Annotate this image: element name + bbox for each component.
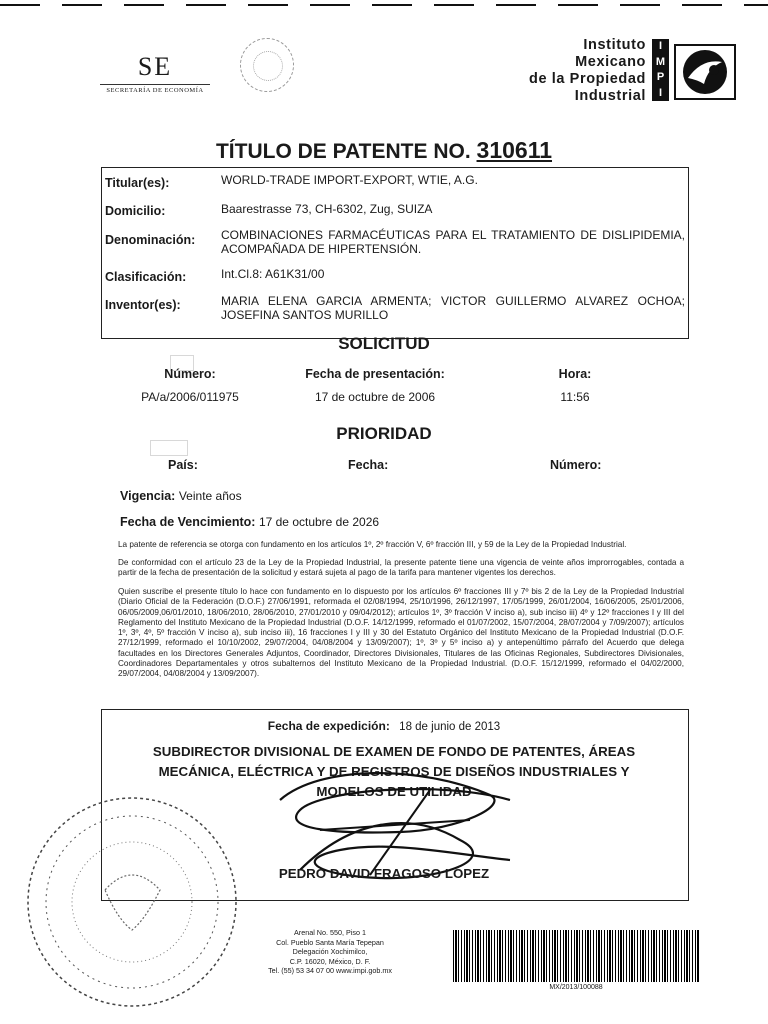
impi-letter-bar <box>652 39 669 101</box>
signer-title-line-2: MECÁNICA, ELÉCTRICA Y DE REGISTROS DE DISEÑOS INDUSTRIALES Y <box>158 764 630 779</box>
solicitud-heading: SOLICITUD <box>338 334 430 353</box>
legal-paragraph-1: La patente de referencia se otorga con fundamento en los artículos 1º, 2º fracción V, 6º fracción III, y 59 de la Ley de la Propiedad Industrial. <box>118 540 627 549</box>
title-prefix: TÍTULO DE PATENTE NO. <box>215 140 471 163</box>
national-seal-icon <box>240 38 294 92</box>
hora-value: 11:56 <box>560 390 590 404</box>
inventores-value: MARIA ELENA GARCIA ARMENTA; VICTOR GUILLERMO ALVAREZ OCHOA; JOSEFINA SANTOS MURILLO <box>221 294 685 322</box>
denominacion-value: COMBINACIONES FARMACÉUTICAS PARA EL TRATAMIENTO DE DISLIPIDEMIA, ACOMPAÑADA DE HIPERTENSIÓN. <box>221 228 685 256</box>
vigencia-label: Vigencia: <box>120 489 176 503</box>
address-line-2: Col. Pueblo Santa María Tepepan <box>276 937 384 947</box>
barcode <box>453 930 699 982</box>
top-border-dashes <box>0 4 768 6</box>
address-line-3: Delegación Xochimilco, <box>292 947 368 957</box>
domicilio-value: Baarestrasse 73, CH-6302, Zug, SUIZA <box>221 202 433 216</box>
domicilio-label: Domicilio: <box>105 204 166 218</box>
expedicion-line <box>0 719 768 733</box>
se-logo-rule <box>100 84 210 85</box>
se-logo <box>100 52 210 94</box>
solicitud-numero-label: Número: <box>164 367 216 381</box>
denominacion-label: Denominación: <box>105 233 196 247</box>
vigencia-line <box>120 489 242 503</box>
legal-paragraph-3: Quien suscribe el presente título lo hace con fundamento en lo dispuesto por los artículos 6º fracciones III y 7º bis 2 de la Ley de la Propiedad Industrial (Diario Oficial de la Federación (D.O.F.) 27/06/1991, reformada el 02/08/1994, 25/10/1996, 26/12/1997, 17/05/1999, 26/01/2004, 16/06/2005, 25/01/2006, 06/05/2009,06/01/2010, 18/06/2010, 28/06/2010, 27/01/2010 y 09/04/2012); artículos 1º, 3º fracción V inciso a), sub inciso iii) 4º y 12º fracciones I y III del Reglamento del Instituto Mexicano de la Propiedad Industrial (D.O.F. 14/12/1999, reformado el 01/07/2002, 15/07/2004, 28/07/2004 y 7/09/2007); artículos 1º, 3º, 4º, 5º fracción V inciso a), sub inciso iii), 16 fracciones I y III y 30 del Estatuto Orgánico del Instituto Mexicano de la Propiedad Industrial (D.O.F. 27/12/1999, reformado el 10/10/2002, 29/07/2004, 04/08/2004 y 13/09/2007); 1º, 3º y 5º inciso a) y antepenúltimo párrafo del Acuerdo que delega facultades en los Directores Generales Adjuntos, Coordinador, Directores Divisionales, Titulares de las Oficinas Regionales, Subdirectores Divisionales, Coordinadores Departamentales y otros subalternos del Instituto Mexicano de la Propiedad Industrial. (D.O.F. 15/12/1999, reformado el 04/02/2000, 29/07/2004, 04/08/2004 y 13/09/2007). <box>118 587 684 679</box>
signer-name: PEDRO DAVID FRAGOSO LÓPEZ <box>278 866 490 881</box>
impi-line-2: Mexicano <box>575 54 646 70</box>
se-logo-text: SE <box>137 52 173 81</box>
impi-line-1: Instituto <box>583 37 646 53</box>
expedicion-label: Fecha de expedición: <box>267 719 390 733</box>
fecha-presentacion-label: Fecha de presentación: <box>305 367 445 381</box>
vencimiento-label: Fecha de Vencimiento: <box>120 515 256 529</box>
address-line-5: Tel. (55) 53 34 07 00 www.impi.gob.mx <box>268 966 392 976</box>
impi-line-3: de la Propiedad <box>529 71 646 87</box>
prioridad-fecha-label: Fecha: <box>348 458 389 472</box>
address-block <box>235 928 425 976</box>
legal-paragraph-2: De conformidad con el artículo 23 de la Ley de la Propiedad Industrial, la presente patente tiene una vigencia de veinte años improrrogables, contada a partir de la fecha de presentación de la solicitud y estará sujeta al pago de la tarifa para mantener vigentes los derechos. <box>118 558 684 578</box>
signer-title-line-1: SUBDIRECTOR DIVISIONAL DE EXAMEN DE FONDO DE PATENTES, ÁREAS <box>152 744 636 759</box>
impi-letter-m: M <box>655 55 666 68</box>
faint-stamp-mark-2 <box>150 440 188 456</box>
fecha-presentacion-value: 17 de octubre de 2006 <box>314 390 436 404</box>
clasificacion-label: Clasificación: <box>105 270 187 284</box>
patent-number: 310611 <box>476 137 553 163</box>
vencimiento-value: 17 de octubre de 2026 <box>258 515 380 529</box>
impi-line-4: Industrial <box>574 88 646 104</box>
impi-letter-p: P <box>656 71 665 83</box>
page-title <box>0 137 768 164</box>
address-line-4: C.P. 16020, México, D. F. <box>289 956 371 966</box>
prioridad-pais-label: País: <box>168 458 198 472</box>
clasificacion-value: Int.Cl.8: A61K31/00 <box>221 267 325 281</box>
se-logo-subtitle: SECRETARÍA DE ECONOMÍA <box>106 87 204 94</box>
prioridad-numero-label: Número: <box>550 458 602 472</box>
titular-label: Titular(es): <box>105 176 170 190</box>
prioridad-heading: PRIORIDAD <box>336 424 432 443</box>
titular-value: WORLD-TRADE IMPORT-EXPORT, WTIE, A.G. <box>221 173 478 187</box>
impi-letter-i: I <box>658 40 663 52</box>
vencimiento-line <box>120 515 379 529</box>
impi-emblem-icon <box>674 44 736 100</box>
inventores-label: Inventor(es): <box>105 298 181 312</box>
solicitud-numero-value: PA/a/2006/011975 <box>141 390 239 404</box>
address-line-1: Arenal No. 550, Piso 1 <box>294 928 366 937</box>
expedicion-value: 18 de junio de 2013 <box>399 721 501 733</box>
impi-name <box>529 37 646 105</box>
barcode-text: MX/2013/100088 <box>549 984 603 991</box>
signer-title-line-3: MODELOS DE UTILIDAD <box>316 784 472 799</box>
impi-letter-i2: I <box>658 86 663 99</box>
official-seal-stamp <box>20 790 245 1015</box>
hora-label: Hora: <box>558 367 592 381</box>
vigencia-value: Veinte años <box>178 489 242 503</box>
